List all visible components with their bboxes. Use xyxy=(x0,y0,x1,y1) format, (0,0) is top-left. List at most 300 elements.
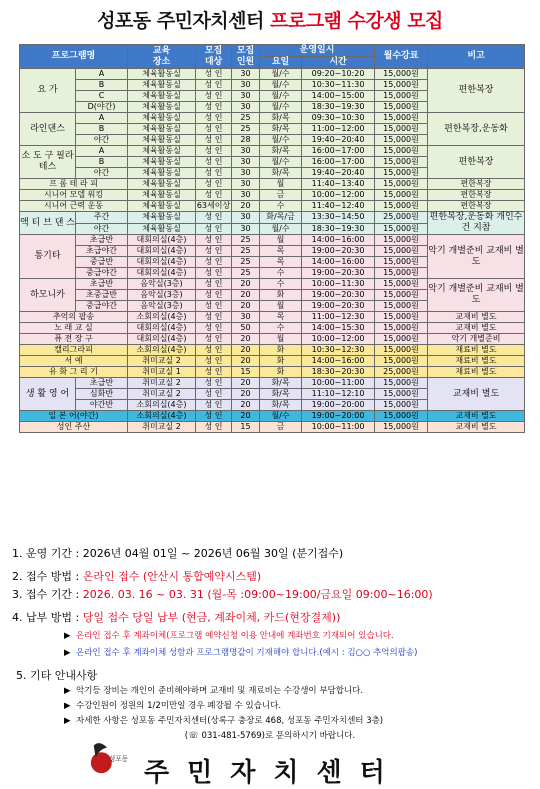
cell-place: 취미교실 2 xyxy=(128,422,196,433)
cell-target: 성 인 xyxy=(196,400,232,411)
cell-day: 화/목 xyxy=(260,124,302,135)
cell-fee: 15,000원 xyxy=(375,69,428,80)
header-note: 비고 xyxy=(428,45,525,69)
cell-day: 수 xyxy=(260,323,302,334)
cell-time: 10:30~12:30 xyxy=(302,345,375,356)
program-note: 재료비 별도 xyxy=(428,356,525,367)
table-row xyxy=(20,312,525,323)
cell-cnt: 20 xyxy=(232,378,260,389)
cell-target: 성 인 xyxy=(196,124,232,135)
program-name: 캘리그라피 xyxy=(20,345,128,356)
program-name: 성인 주산 xyxy=(20,422,128,433)
cell-cnt: 30 xyxy=(232,102,260,113)
cell-cnt: 30 xyxy=(232,168,260,179)
cell-fee: 15,000원 xyxy=(375,378,428,389)
program-name: 시니어 근력 운동 xyxy=(20,201,128,212)
cell-time: 18:30~19:30 xyxy=(302,102,375,113)
cell-place: 음악실(3층) xyxy=(128,301,196,312)
cell-time: 19:00~20:30 xyxy=(302,268,375,279)
cell-day: 월/수 xyxy=(260,69,302,80)
cell-place: 음악실(3층) xyxy=(128,279,196,290)
cell-day: 목 xyxy=(260,257,302,268)
cell-cnt: 30 xyxy=(232,91,260,102)
program-note: 편한복장 xyxy=(428,179,525,190)
cell-fee: 15,000원 xyxy=(375,80,428,91)
cell-cnt: 20 xyxy=(232,411,260,422)
cell-place: 소회의실(4층) xyxy=(128,400,196,411)
cell-time: 10:00~11:30 xyxy=(302,279,375,290)
cell-time: 14:00~15:00 xyxy=(302,91,375,102)
cell-target: 성 인 xyxy=(196,411,232,422)
cell-fee: 15,000원 xyxy=(375,257,428,268)
cell-day: 월/수 xyxy=(260,80,302,91)
cell-time: 19:40~20:40 xyxy=(302,168,375,179)
cell-time: 10:00~11:00 xyxy=(302,422,375,433)
program-name: 라인댄스 xyxy=(20,113,76,146)
cell-cnt: 25 xyxy=(232,235,260,246)
cell-cnt: 30 xyxy=(232,179,260,190)
cell-fee: 15,000원 xyxy=(375,279,428,290)
cell-day: 화/목 xyxy=(260,389,302,400)
title-center: 성포동 주민자치센터 xyxy=(97,10,264,32)
table-row xyxy=(20,411,525,422)
cell-time: 11:00~12:30 xyxy=(302,312,375,323)
cell-day: 화 xyxy=(260,356,302,367)
cell-target: 성 인 xyxy=(196,378,232,389)
cell-cnt: 25 xyxy=(232,257,260,268)
table-row xyxy=(20,323,525,334)
table-row xyxy=(20,345,525,356)
class-name: B xyxy=(76,157,128,168)
title-program: 프로그램 수강생 모집 xyxy=(270,10,443,32)
cell-time: 11:10~12:10 xyxy=(302,389,375,400)
cell-cnt: 20 xyxy=(232,356,260,367)
cell-target: 성 인 xyxy=(196,389,232,400)
note-payment-sub2: ▶ 온라인 접수 후 계좌이체 성함과 프로그램명같이 기재해야 합니다.(예시 : 김○○ 추억의팝송) xyxy=(64,648,418,658)
cell-cnt: 30 xyxy=(232,212,260,224)
cell-time: 16:00~17:00 xyxy=(302,157,375,168)
class-name: B xyxy=(76,124,128,135)
cell-fee: 15,000원 xyxy=(375,246,428,257)
cell-cnt: 30 xyxy=(232,190,260,201)
cell-target: 성 인 xyxy=(196,212,232,224)
header-schedule: 운영일시 xyxy=(260,45,375,57)
cell-cnt: 25 xyxy=(232,113,260,124)
cell-fee: 15,000원 xyxy=(375,268,428,279)
table-row xyxy=(20,179,525,190)
svg-text:성포동: 성포동 xyxy=(108,754,129,763)
cell-place: 체육활동실 xyxy=(128,91,196,102)
cell-target: 성 인 xyxy=(196,102,232,113)
cell-day: 화/목 xyxy=(260,113,302,124)
program-name: 퓨 전 장 구 xyxy=(20,334,128,345)
note-payment: 4. 납부 방법 : 당일 접수 당일 납부 (현금, 계좌이체, 카드(현장결제)) xyxy=(12,611,341,624)
program-note: 편한복장 xyxy=(428,190,525,201)
program-note: 교재비 별도 xyxy=(428,411,525,422)
cell-time: 09:20~10:20 xyxy=(302,69,375,80)
program-note: 악기 개별준비 교재비 별도 xyxy=(428,235,525,279)
cell-fee: 15,000원 xyxy=(375,91,428,102)
cell-place: 체육활동실 xyxy=(128,212,196,224)
cell-cnt: 20 xyxy=(232,400,260,411)
cell-target: 성 인 xyxy=(196,80,232,91)
table-row xyxy=(20,378,525,389)
cell-target: 성 인 xyxy=(196,135,232,146)
cell-day: 화/목 xyxy=(260,146,302,157)
table-row xyxy=(20,212,525,224)
note-etc-sub3: ▶ 자세한 사항은 성포동 주민자치센터(상록구 충장로 468, 성포동 주민자치센터 3층) xyxy=(64,716,384,726)
program-note: 교재비 별도 xyxy=(428,422,525,433)
cell-cnt: 15 xyxy=(232,367,260,378)
cell-target: 성 인 xyxy=(196,323,232,334)
header-target: 모집 대상 xyxy=(196,45,232,69)
cell-cnt: 20 xyxy=(232,345,260,356)
cell-day: 금 xyxy=(260,190,302,201)
note-etc-sub1: ▶ 악기등 장비는 개인이 준비해야하며 교재비 및 재료비는 수강생이 부담합니다. xyxy=(64,686,364,696)
class-name: D(야간) xyxy=(76,102,128,113)
cell-place: 체육활동실 xyxy=(128,113,196,124)
table-row xyxy=(20,190,525,201)
cell-place: 체육활동실 xyxy=(128,157,196,168)
header-time: 시간 xyxy=(302,57,375,69)
class-name: 초중급반 xyxy=(76,290,128,301)
cell-target: 성 인 xyxy=(196,290,232,301)
cell-day: 금 xyxy=(260,422,302,433)
table-row xyxy=(20,279,525,290)
cell-place: 체육활동실 xyxy=(128,135,196,146)
class-name: C xyxy=(76,91,128,102)
cell-place: 취미교실 2 xyxy=(128,356,196,367)
class-name: 야간 xyxy=(76,135,128,146)
program-note: 재료비 별도 xyxy=(428,367,525,378)
cell-place: 체육활동실 xyxy=(128,201,196,212)
cell-day: 월/수 xyxy=(260,157,302,168)
cell-fee: 15,000원 xyxy=(375,201,428,212)
cell-time: 10:30~11:30 xyxy=(302,80,375,91)
cell-target: 63세이상 xyxy=(196,201,231,210)
cell-time: 16:00~17:00 xyxy=(302,146,375,157)
cell-fee: 15,000원 xyxy=(375,235,428,246)
cell-cnt: 20 xyxy=(232,389,260,400)
cell-cnt: 15 xyxy=(232,422,260,433)
cell-time: 18:30~20:30 xyxy=(302,367,375,378)
cell-day: 수 xyxy=(260,279,302,290)
cell-fee: 25,000원 xyxy=(375,212,428,224)
table-row xyxy=(20,235,525,246)
cell-day: 목 xyxy=(260,246,302,257)
cell-day: 화 xyxy=(260,290,302,301)
cell-day: 수 xyxy=(260,201,302,212)
program-name: 생 활 영 어 xyxy=(20,378,76,411)
cell-fee: 15,000원 xyxy=(375,146,428,157)
cell-cnt: 20 xyxy=(232,301,260,312)
cell-fee: 15,000원 xyxy=(375,223,428,235)
cell-time: 19:00~20:00 xyxy=(302,400,375,411)
cell-time: 13:30~14:50 xyxy=(302,212,375,224)
class-name: 초급반 xyxy=(76,235,128,246)
cell-day: 수 xyxy=(260,268,302,279)
cell-fee: 15,000원 xyxy=(375,400,428,411)
cell-time: 11:40~13:40 xyxy=(302,179,375,190)
table-row xyxy=(20,422,525,433)
cell-place: 대회의실(4층) xyxy=(128,235,196,246)
header-program: 프로그램명 xyxy=(20,45,128,69)
class-name: 중급야간 xyxy=(76,268,128,279)
cell-day: 화/목 xyxy=(260,378,302,389)
cell-fee: 15,000원 xyxy=(375,168,428,179)
cell-time: 11:40~12:40 xyxy=(302,201,375,212)
class-name: 야간반 xyxy=(76,400,128,411)
cell-day: 화 xyxy=(260,367,302,378)
cell-cnt: 20 xyxy=(232,201,260,212)
cell-place: 체육활동실 xyxy=(128,146,196,157)
program-name: 유 화 그 리 기 xyxy=(20,367,128,378)
cell-time: 11:00~12:00 xyxy=(302,124,375,135)
cell-place: 소회의실(4층) xyxy=(128,411,196,422)
cell-fee: 15,000원 xyxy=(375,124,428,135)
cell-cnt: 30 xyxy=(232,80,260,91)
cell-day: 월 xyxy=(260,179,302,190)
cell-target: 성 인 xyxy=(196,69,232,80)
cell-time: 19:00~20:30 xyxy=(302,290,375,301)
cell-cnt: 30 xyxy=(232,223,260,235)
cell-target: 성 인 xyxy=(196,91,232,102)
cell-fee: 15,000원 xyxy=(375,301,428,312)
table-row xyxy=(20,201,525,212)
cell-place: 체육활동실 xyxy=(128,179,196,190)
footer-center-name: 주민자치센터 xyxy=(144,758,403,788)
cell-time: 10:00~12:00 xyxy=(302,190,375,201)
cell-place: 체육활동실 xyxy=(128,124,196,135)
cell-target: 성 인 xyxy=(196,367,232,378)
cell-day: 월/수 xyxy=(260,102,302,113)
cell-target: 성 인 xyxy=(196,235,232,246)
contact-phone: (☏ 031-481-5769)로 문의하시기 바랍니다. xyxy=(184,731,356,741)
cell-fee: 15,000원 xyxy=(375,356,428,367)
program-note: 재료비 별도 xyxy=(428,345,525,356)
cell-day: 월/수 xyxy=(260,91,302,102)
class-name: B xyxy=(76,80,128,91)
program-note: 편한복장 xyxy=(428,146,525,179)
cell-place: 취미교실 2 xyxy=(128,378,196,389)
header-fee: 월수강료 xyxy=(375,45,428,69)
cell-fee: 25,000원 xyxy=(375,367,428,378)
class-name: 초급반 xyxy=(76,279,128,290)
cell-time: 14:00~16:00 xyxy=(302,257,375,268)
program-table xyxy=(19,44,525,433)
cell-target: 성 인 xyxy=(196,422,232,433)
cell-time: 19:40~20:40 xyxy=(302,135,375,146)
program-name: 액 티 브 댄 스 xyxy=(20,212,76,235)
cell-day: 월/수 xyxy=(260,135,302,146)
cell-target: 성 인 xyxy=(196,223,232,235)
cell-cnt: 25 xyxy=(232,246,260,257)
program-name: 통기타 xyxy=(20,235,76,279)
header-day: 요일 xyxy=(260,57,302,69)
header-place: 교육 장소 xyxy=(128,45,196,69)
note-etc-sub2: ▶ 수강인원이 정원의 1/2미만일 경우 폐강될 수 있습니다. xyxy=(64,701,282,711)
cell-cnt: 30 xyxy=(232,146,260,157)
cell-target: 성 인 xyxy=(196,356,232,367)
note-method: 2. 접수 방법 : 온라인 접수 (안산시 통합예약시스템) xyxy=(12,570,262,583)
program-note: 교재비 별도 xyxy=(428,312,525,323)
program-name: 추억의 팝송 xyxy=(20,312,128,323)
header-people: 모집 인원 xyxy=(232,45,260,69)
class-name: A xyxy=(76,113,128,124)
cell-target: 성 인 xyxy=(196,113,232,124)
table-row xyxy=(20,356,525,367)
class-name: 중급반 xyxy=(76,257,128,268)
class-name: A xyxy=(76,146,128,157)
cell-day: 월/수 xyxy=(260,411,302,422)
class-name: 중급야간 xyxy=(76,301,128,312)
program-note: 교재비 별도 xyxy=(428,323,525,334)
program-note: 편한복장,운동화 xyxy=(428,113,525,146)
cell-place: 소회의실(4층) xyxy=(128,312,196,323)
cell-time: 18:30~19:30 xyxy=(302,223,375,235)
class-name: A xyxy=(76,69,128,80)
program-note: 편한복장 xyxy=(428,201,525,212)
cell-place: 체육활동실 xyxy=(128,168,196,179)
cell-fee: 15,000원 xyxy=(375,179,428,190)
class-name: 초급야간 xyxy=(76,246,128,257)
page-title xyxy=(0,6,540,33)
program-note: 편한복장 xyxy=(428,69,525,113)
cell-target: 성 인 xyxy=(196,334,232,345)
note-dates: 3. 접수 기간 : 2026. 03. 16 ~ 03. 31 (월-목 :09:00~19:00/금요일 09:00~16:00) xyxy=(12,588,433,601)
program-name: 노 래 교 실 xyxy=(20,323,128,334)
cell-time: 14:00~15:30 xyxy=(302,323,375,334)
cell-target: 성 인 xyxy=(196,146,232,157)
cell-cnt: 25 xyxy=(232,124,260,135)
cell-target: 성 인 xyxy=(196,168,232,179)
cell-time: 10:00~12:00 xyxy=(302,334,375,345)
program-note: 편한복장,운동화 개인수건 지참 xyxy=(428,212,525,235)
class-name: 주간 xyxy=(76,212,128,224)
cell-place: 체육활동실 xyxy=(128,223,196,235)
cell-fee: 15,000원 xyxy=(375,345,428,356)
program-name: 소 도 구 필라테스 xyxy=(20,146,76,179)
cell-place: 대회의실(4층) xyxy=(128,323,196,334)
program-note: 악기 개별준비 교재비 별도 xyxy=(428,279,525,312)
cell-day: 월/수 xyxy=(260,223,302,235)
cell-time: 14:00~16:00 xyxy=(302,235,375,246)
table-row xyxy=(20,146,525,157)
cell-fee: 15,000원 xyxy=(375,157,428,168)
class-name: 야간 xyxy=(76,168,128,179)
cell-cnt: 30 xyxy=(232,157,260,168)
table-row xyxy=(20,334,525,345)
cell-time: 19:00~20:00 xyxy=(302,411,375,422)
program-name: 하모니카 xyxy=(20,279,76,312)
cell-cnt: 20 xyxy=(232,290,260,301)
cell-place: 대회의실(4층) xyxy=(128,246,196,257)
cell-fee: 15,000원 xyxy=(375,190,428,201)
table-row xyxy=(20,367,525,378)
cell-fee: 15,000원 xyxy=(375,102,428,113)
cell-time: 19:00~20:30 xyxy=(302,246,375,257)
cell-cnt: 30 xyxy=(232,69,260,80)
cell-target: 성 인 xyxy=(196,345,232,356)
cell-target: 성 인 xyxy=(196,179,232,190)
cell-target: 성 인 xyxy=(196,246,232,257)
program-name: 시니어 모델 워킹 xyxy=(20,190,128,201)
cell-place: 체육활동실 xyxy=(128,80,196,91)
cell-cnt: 30 xyxy=(232,312,260,323)
cell-day: 화/목/금 xyxy=(260,212,302,224)
note-payment-sub1: ▶ 온라인 접수 후 계좌이체(프로그램 예약신청 이용 안내에 계좌번호 기재되어 있습니다. xyxy=(64,631,394,641)
cell-target: 성 인 xyxy=(196,268,232,279)
program-rows xyxy=(20,69,525,433)
cell-cnt: 20 xyxy=(232,334,260,345)
program-name: 프 롬 테 라 피 xyxy=(20,179,128,190)
cell-place: 체육활동실 xyxy=(128,190,196,201)
cell-place: 소회의실(4층) xyxy=(128,345,196,356)
cell-place: 대회의실(4층) xyxy=(128,334,196,345)
cell-time: 19:00~20:30 xyxy=(302,301,375,312)
cell-fee: 15,000원 xyxy=(375,411,428,422)
cell-target: 성 인 xyxy=(196,301,232,312)
table-row xyxy=(20,113,525,124)
cell-day: 월 xyxy=(260,334,302,345)
cell-day: 월 xyxy=(260,301,302,312)
note-etc: 5. 기타 안내사항 xyxy=(16,669,98,682)
cell-day: 목 xyxy=(260,312,302,323)
program-note: 악기 개별준비 xyxy=(428,334,525,345)
cell-cnt: 20 xyxy=(232,279,260,290)
cell-day: 화/목 xyxy=(260,168,302,179)
table-row xyxy=(20,69,525,80)
cell-fee: 15,000원 xyxy=(375,290,428,301)
class-name: 심화반 xyxy=(76,389,128,400)
program-note: 교재비 별도 xyxy=(428,378,525,411)
cell-place: 음악실(3층) xyxy=(128,290,196,301)
program-name: 서 예 xyxy=(20,356,128,367)
cell-cnt: 28 xyxy=(232,135,260,146)
cell-day: 월 xyxy=(260,235,302,246)
cell-place: 대회의실(4층) xyxy=(128,257,196,268)
footer xyxy=(88,738,508,788)
cell-fee: 15,000원 xyxy=(375,323,428,334)
cell-place: 대회의실(4층) xyxy=(128,268,196,279)
cell-place: 체육활동실 xyxy=(128,69,196,80)
cell-fee: 15,000원 xyxy=(375,113,428,124)
cell-day: 화 xyxy=(260,345,302,356)
cell-fee: 15,000원 xyxy=(375,389,428,400)
note-period: 1. 운영 기간 : 2026년 04월 01일 ~ 2026년 06월 30일 (분기접수) xyxy=(12,547,344,560)
cell-target: 성 인 xyxy=(196,279,232,290)
cell-day: 화/목 xyxy=(260,400,302,411)
cell-place: 체육활동실 xyxy=(128,102,196,113)
center-logo-icon xyxy=(88,738,129,776)
cell-target: 성 인 xyxy=(196,190,232,201)
program-name: 일 본 어(야간) xyxy=(20,411,128,422)
cell-fee: 15,000원 xyxy=(375,312,428,323)
cell-fee: 15,000원 xyxy=(375,135,428,146)
class-name: 야간 xyxy=(76,223,128,235)
cell-target: 성 인 xyxy=(196,312,232,323)
class-name: 초급반 xyxy=(76,378,128,389)
cell-time: 14:00~16:00 xyxy=(302,356,375,367)
cell-place: 취미교실 1 xyxy=(128,367,196,378)
cell-target: 성 인 xyxy=(196,257,232,268)
cell-place: 취미교실 2 xyxy=(128,389,196,400)
cell-time: 10:00~11:00 xyxy=(302,378,375,389)
program-name: 요 가 xyxy=(20,69,76,113)
cell-cnt: 50 xyxy=(232,323,260,334)
cell-time: 09:30~10:30 xyxy=(302,113,375,124)
cell-fee: 15,000원 xyxy=(375,334,428,345)
